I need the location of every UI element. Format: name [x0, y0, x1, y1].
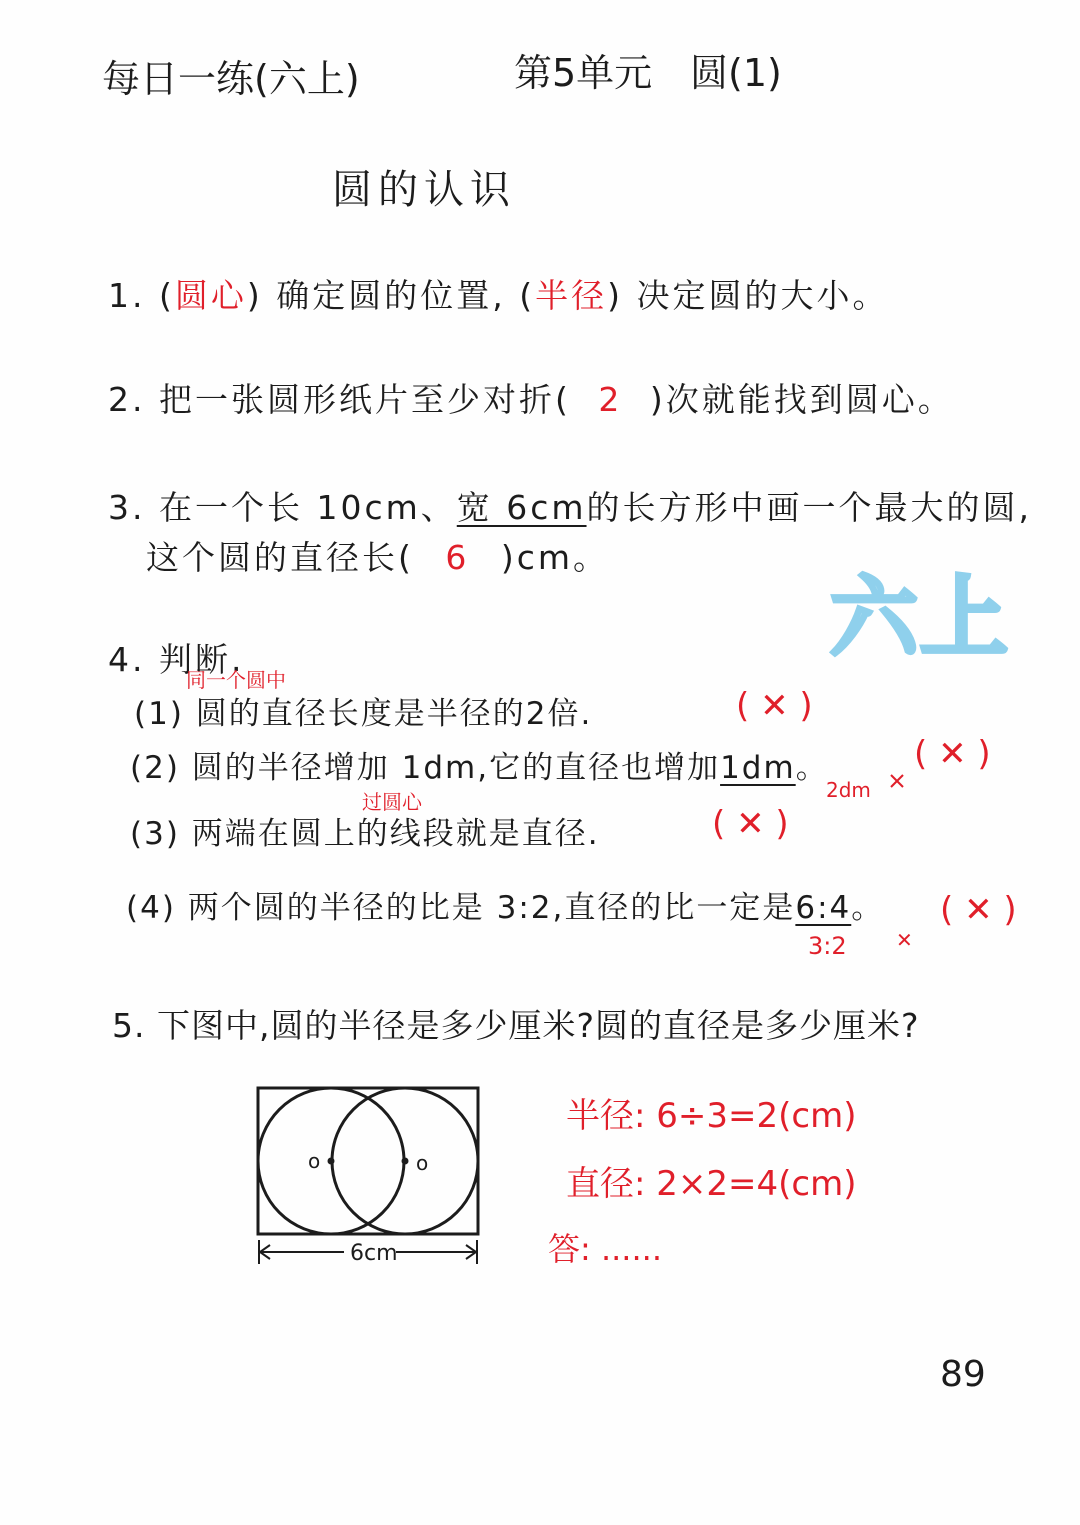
q4-item-3-result: ( ✕ )	[712, 804, 789, 844]
q2-text-pre: 2. 把一张圆形纸片至少对折(	[108, 380, 571, 419]
q4-item-4	[126, 882, 884, 927]
q5-figure	[248, 1080, 488, 1270]
page-number: 89	[940, 1354, 986, 1395]
figure-rectangle	[258, 1088, 478, 1234]
q3-line2-post: )cm。	[500, 538, 610, 577]
q4-item-3-note: 过圆心	[362, 790, 422, 814]
question-3-line-1	[108, 482, 1032, 529]
q4-item-4-label-pre: (4) 两个圆的半径的比是 3:2,直径的比一定是	[126, 890, 796, 926]
q4-note-same-circle: 同一个圆中	[186, 668, 286, 692]
q5-diameter-work: 直径: 2×2=4(cm)	[566, 1164, 857, 1204]
q4-item-2	[130, 742, 829, 787]
q4-item-4-correction: 3:2	[808, 932, 847, 960]
watermark: 六上	[830, 566, 1011, 669]
q3-line1-post: 的长方形中画一个最大的圆,	[586, 488, 1033, 527]
q3-answer: 6	[445, 538, 470, 577]
q4-item-1-label: (1) 圆的直径长度是半径的2倍.	[134, 696, 593, 732]
q5-radius-work: 半径: 6÷3=2(cm)	[566, 1096, 857, 1136]
q4-item-2-result: ( ✕ )	[914, 734, 991, 774]
q2-text-post: )次就能找到圆心。	[649, 380, 954, 419]
q4-item-2-correction: 2dm	[826, 778, 871, 802]
q3-line2-pre: 这个圆的直径长(	[146, 538, 414, 577]
q2-answer: 2	[598, 380, 623, 419]
dimension-label: 6cm	[350, 1241, 398, 1266]
q5-answer-line: 答: ......	[548, 1230, 662, 1268]
q4-item-2-small-cross-icon	[888, 772, 908, 792]
q1-number: 1.	[108, 276, 146, 315]
q1-mid: 确定圆的位置,	[276, 276, 506, 315]
q4-item-3	[130, 808, 600, 853]
q4-item-2-label-post: 。	[795, 750, 829, 786]
figure-center-label-left: o	[308, 1149, 321, 1173]
q1-answer-1: 圆心	[174, 276, 247, 315]
question-3-line-2	[146, 532, 609, 579]
q3-underlined-width: 宽 6cm	[456, 488, 587, 527]
header-chapter: 圆(1)	[690, 51, 782, 95]
q4-item-2-underlined: 1dm	[720, 750, 796, 786]
q1-answer-2: 半径	[535, 276, 608, 315]
q4-item-3-label: (3) 两端在圆上的线段就是直径.	[130, 816, 600, 852]
q4-item-4-result: ( ✕ )	[940, 890, 1017, 930]
q4-item-1	[134, 688, 592, 733]
question-4-heading: 4. 判断.	[108, 640, 245, 679]
figure-center-dot-right	[402, 1158, 409, 1165]
q4-item-4-underlined: 6:4	[795, 890, 852, 926]
figure-center-label-right: o	[416, 1151, 429, 1175]
question-5: 5. 下图中,圆的半径是多少厘米?圆的直径是多少厘米?	[112, 1006, 920, 1045]
header-unit: 第5单元	[514, 51, 653, 95]
page-title: 圆的认识	[332, 167, 516, 213]
q1-end: 决定圆的大小。	[636, 276, 889, 315]
q4-item-2-label-pre: (2) 圆的半径增加 1dm,它的直径也增加	[130, 750, 721, 786]
q4-item-4-label-post: 。	[851, 890, 885, 926]
header-left: 每日一练(六上)	[102, 57, 360, 101]
q4-item-1-result: ( ✕ )	[736, 686, 813, 726]
q4-item-4-cross: ✕	[896, 928, 913, 952]
question-1: 1. (圆心) 确定圆的位置, (半径) 决定圆的大小。	[108, 276, 889, 315]
q3-line1-pre: 3. 在一个长 10cm、	[108, 488, 457, 527]
figure-center-dot-left	[328, 1158, 335, 1165]
question-2	[108, 374, 954, 421]
